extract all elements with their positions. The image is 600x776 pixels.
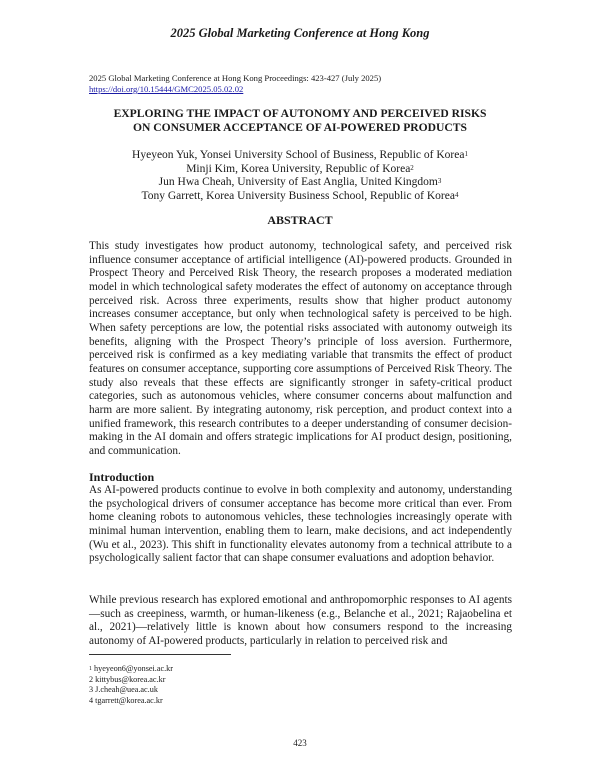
abstract-text: This study investigates how product autonomy, technological safety, and perceived risk influence consumer acceptance of artificial intelligence (AI)-powered products. Grounded in Prospect Theory and Perceived Risk Theory, the research proposes a moderated mediation model in which technological safety moderates the effect of autonomy on acceptance through perceived risk. Across three experiments, results show that higher product autonomy increases consumer acceptance, but only when technological safety is perceived to be high. When safety perceptions are low, the potential risks associated with autonomy outweigh its benefits, aligning with the Prospect Theory’s principle of loss aversion. Furthermore, perceived risk is confirmed as a key mediating variable that transmits the effect of product features on consumer acceptance, supporting core assumptions of Perceived Risk Theory. The study also reveals that these effects are significantly stronger in safety-critical product categories, such as autonomous vehicles, where consumer concerns about malfunction and harm are more salient. By integrating autonomy, risk perception, and product context into a unified framework, this research contributes to a deeper understanding of consumer decision-making in the AI domain and offers strategic implications for AI product design, positioning, and communication. [89, 240, 512, 457]
author-line: Hyeyeon Yuk, Yonsei University School of Business, Republic of Korea$^1$ [132, 149, 468, 161]
author-line: Tony Garrett, Korea University Business School, Republic of Korea$^4$ [141, 190, 459, 203]
footnote-mark: 3 [437, 177, 442, 186]
paper-title [60, 107, 540, 134]
footnote-mark: 4 [454, 191, 459, 200]
footnote-divider [89, 654, 231, 655]
body-paragraph: As AI-powered products continue to evolve in both complexity and autonomy, understanding the psychological drivers of consumer acceptance has become more critical than ever. From home cleaning robots to autonomous vehicles, these technologies increasingly operate with minimal human intervention, enabling them to learn, make decisions, and act independently (Wu et al., 2023). This shift in functionality elevates autonomy from a technical attribute to a psychologically salient factor that can shape consumer evaluations and adoption behavior. [89, 484, 512, 565]
paper-title-line-1: EXPLORING THE IMPACT OF AUTONOMY AND PERCEIVED RISKS [113, 107, 487, 120]
page-number: 423 [293, 738, 307, 748]
abstract-heading: ABSTRACT [267, 213, 333, 227]
doi-link[interactable]: https://doi.org/10.15444/GMC2025.05.02.02 [89, 84, 244, 94]
author-list [40, 149, 560, 204]
footnote: 4 tgarrett@korea.ac.kr [89, 695, 163, 705]
footnote: $^1$ hyeyeon6@yonsei.ac.kr [89, 664, 173, 673]
footnote-mark: 1 [464, 150, 468, 158]
footnote: 3 J.cheah@uea.ac.uk [89, 685, 158, 694]
body-paragraph: While previous research has explored emotional and anthropomorphic responses to AI agents—such as creepiness, warmth, or human-likeness (e.g., Belanche et al., 2021; Rajaobelina et al., 2021)—relatively little is known about how consumers respond to the increasing autonomy of AI-powered products, particularly in relation to perceived risk and [89, 594, 512, 647]
author-line: Jun Hwa Cheah, University of East Anglia, United Kingdom$^3$ [158, 176, 442, 189]
section-heading-introduction: Introduction [89, 470, 155, 484]
conference-header: 2025 Global Marketing Conference at Hong Kong [170, 26, 430, 40]
paper-title-line-2: ON CONSUMER ACCEPTANCE OF AI-POWERED PRODUCTS [133, 120, 467, 134]
footnotes [89, 664, 173, 706]
author-line: Minji Kim, Korea University, Republic of Korea$^2$ [186, 162, 414, 175]
proceedings-citation: 2025 Global Marketing Conference at Hong Kong Proceedings: 423-427 (July 2025) [89, 73, 382, 83]
footnote-mark: 2 [410, 163, 414, 172]
footnote: 2 kittybus@korea.ac.kr [89, 674, 166, 684]
